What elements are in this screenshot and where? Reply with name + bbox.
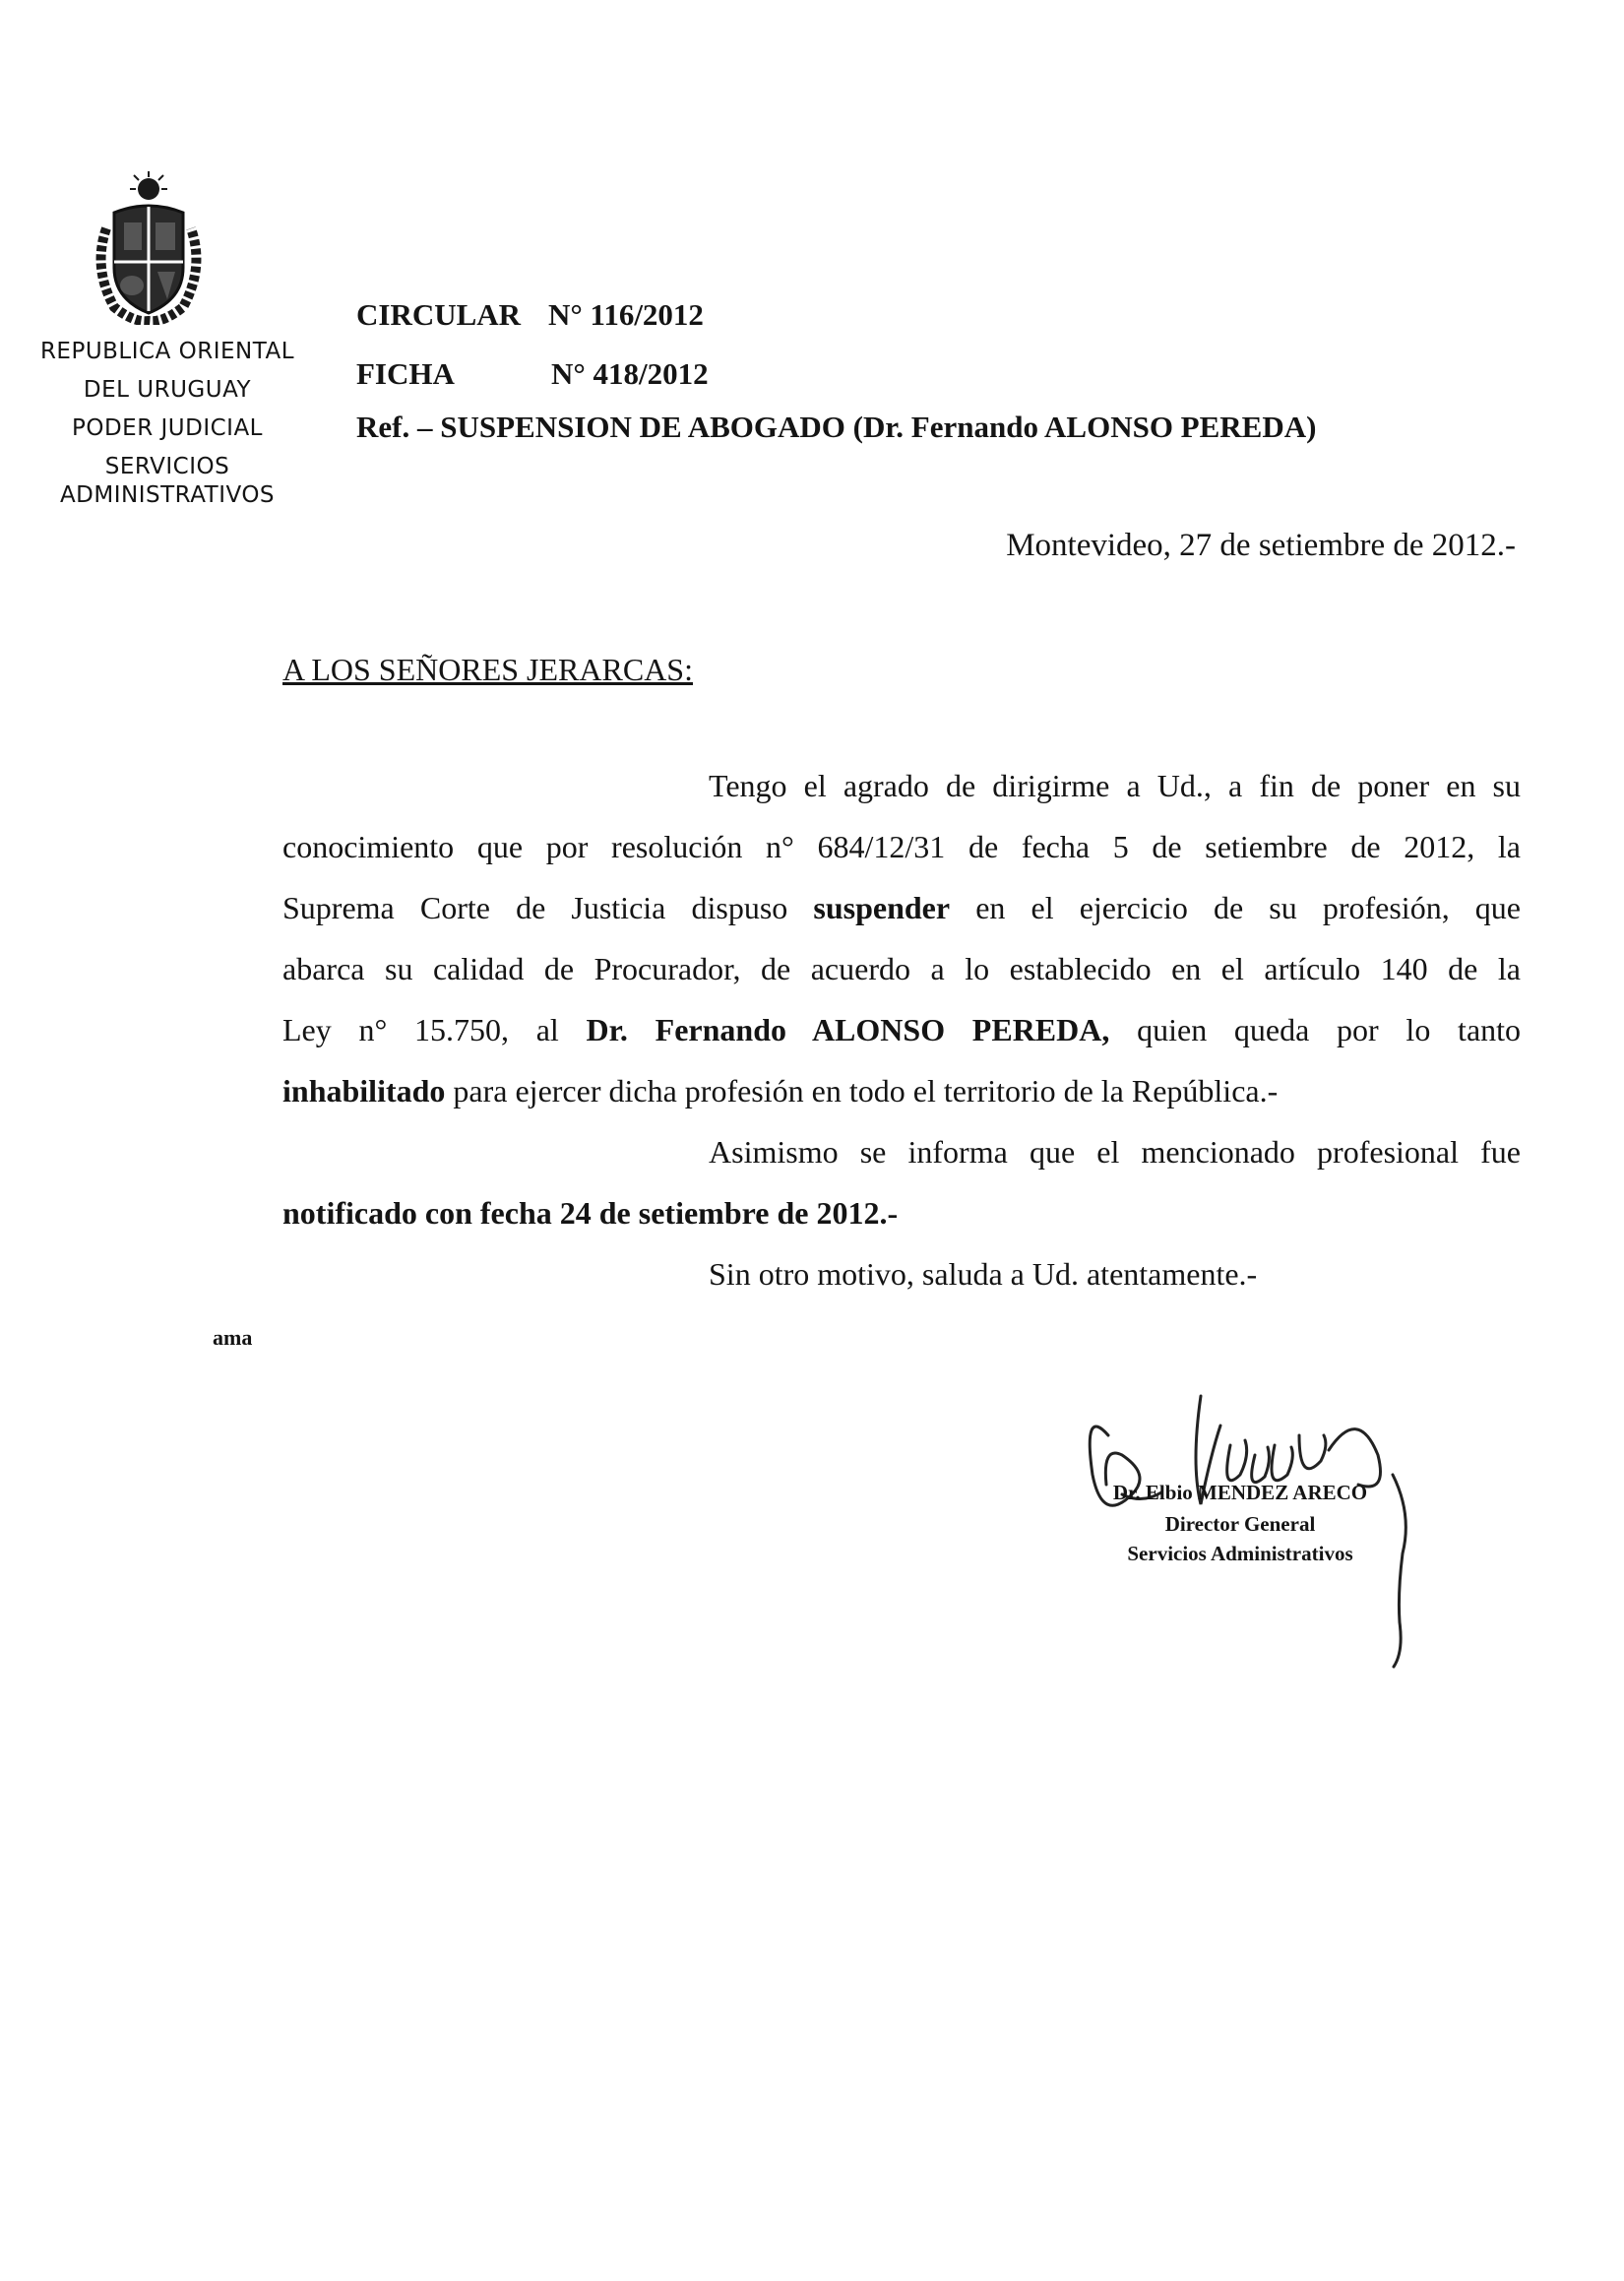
body-line-2: conocimiento que por resolución n° 684/12/31 de fecha 5 de setiembre de 2012, la [282,829,1521,864]
reference-line: Ref. – SUSPENSION DE ABOGADO (Dr. Fernando ALONSO PEREDA) [356,410,1317,444]
body-line-7: Asimismo se informa que el mencionado profesional fue [709,1134,1521,1170]
body-line-4: abarca su calidad de Procurador, de acuerdo a lo establecido en el artículo 140 de la [282,951,1521,986]
notification-date: notificado con fecha 24 de setiembre de 2012.- [282,1195,899,1231]
circular-label: CIRCULAR [356,297,522,332]
ficha-label: FICHA [356,356,455,391]
body-line-3-c: en el ejercicio de su profesión, que [975,890,1521,925]
signatory-office: Servicios Administrativos [1127,1542,1353,1565]
uruguay-coat-of-arms-icon [85,169,213,325]
circular-number: N° 116/2012 [548,297,704,332]
signatory-title: Director General [1164,1512,1316,1536]
body-line-6-b: para ejercer dicha profesión en todo el territorio de la República.- [453,1073,1279,1109]
body-line-5-c: quien queda por lo tanto [1137,1012,1522,1047]
signatory-name: Dr. Elbio MENDEZ ARECO [1112,1481,1368,1504]
body-line-5-b: Dr. Fernando ALONSO PEREDA, [586,1012,1110,1047]
institution-line-5: ADMINISTRATIVOS [59,482,276,508]
ficha-number: N° 418/2012 [551,356,709,391]
institution-line-1: REPUBLICA ORIENTAL [39,339,295,364]
institution-line-2: DEL URUGUAY [83,377,252,403]
letter-body [282,768,1521,1319]
body-line-3-a: Suprema Corte de Justicia dispuso [282,890,788,925]
body-line-3 [282,890,1521,926]
body-line-6-a: inhabilitado [282,1073,446,1109]
institution-line-3: PODER JUDICIAL [71,415,263,441]
body-line-8 [282,1195,1521,1232]
salutation: A LOS SEÑORES JERARCAS: [282,652,693,687]
body-line-1: Tengo el agrado de dirigirme a Ud., a fin de poner en su [709,768,1521,803]
institution-line-4: SERVICIOS [104,454,230,479]
body-line-5-a: Ley n° 15.750, al [282,1012,559,1047]
body-line-6 [282,1073,1521,1109]
document-date: Montevideo, 27 de setiembre de 2012.- [1006,528,1516,563]
closing-line: Sin otro motivo, saluda a Ud. atentamente.- [709,1256,1258,1292]
body-line-3-b: suspender [813,890,951,925]
body-line-5 [282,1012,1521,1048]
typist-initials: ama [213,1325,253,1350]
